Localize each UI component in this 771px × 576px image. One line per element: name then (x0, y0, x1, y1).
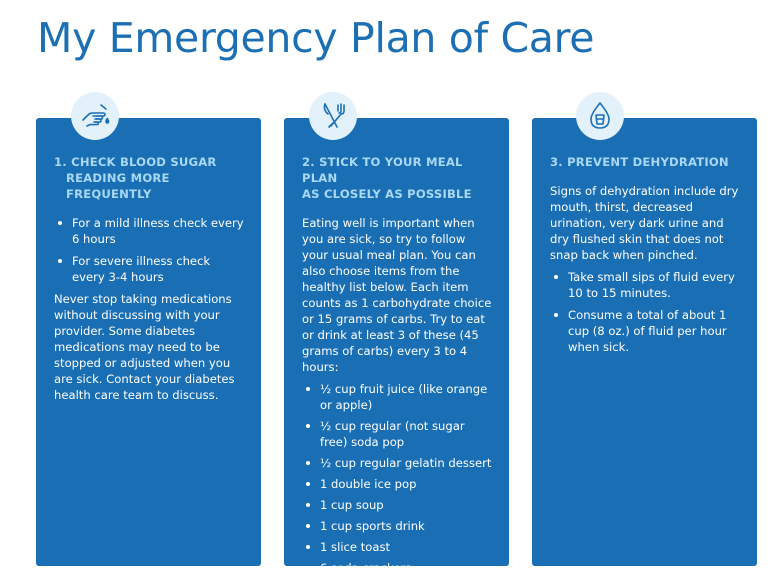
page-title: My Emergency Plan of Care (37, 14, 595, 62)
card-heading (284, 154, 509, 202)
card-heading (36, 154, 261, 202)
heading-line: AS CLOSELY AS POSSIBLE (302, 187, 472, 201)
bullet-list (302, 381, 493, 576)
list-item: 1 slice toast (302, 539, 493, 555)
card-body (36, 215, 261, 403)
list-item: 1 cup soup (302, 497, 493, 513)
card-paragraph: Never stop taking medications without discussing with your provider. Some diabetes medications may need to be stopped or adjusted when you are sick. Contact your diabetes health care team to discuss. (54, 292, 235, 402)
card-prevent-dehydration (532, 118, 757, 566)
list-item: ½ cup regular gelatin dessert (302, 455, 493, 471)
list-item: ½ cup fruit juice (like orange or apple) (302, 381, 493, 413)
heading-line: 1. CHECK BLOOD SUGAR (54, 155, 217, 169)
card-body (284, 215, 509, 576)
card-heading (532, 154, 757, 170)
card-paragraph: Signs of dehydration include dry mouth, thirst, decreased urination, very dark urine and dry flushed skin that does not snap back when pinched. (550, 184, 739, 262)
card-meal-plan (284, 118, 509, 575)
heading-line: 3. PREVENT DEHYDRATION (550, 155, 729, 169)
water-glass-drop-icon (576, 92, 624, 140)
card-body (532, 183, 757, 355)
list-item: For severe illness check every 3-4 hours (54, 253, 245, 285)
card-check-blood-sugar (36, 118, 261, 566)
list-item: ½ cup regular (not sugar free) soda pop (302, 418, 493, 450)
bullet-list (550, 269, 741, 355)
list-item: 1 cup sports drink (302, 518, 493, 534)
fork-knife-icon (309, 92, 357, 140)
hand-blood-drop-icon (71, 92, 119, 140)
list-item: 6 soda crackers (302, 560, 493, 576)
heading-line: 2. STICK TO YOUR MEAL PLAN (302, 155, 463, 185)
list-item: For a mild illness check every 6 hours (54, 215, 245, 247)
list-item: 1 double ice pop (302, 476, 493, 492)
list-item: Take small sips of fluid every 10 to 15 minutes. (550, 269, 741, 301)
bullet-list (54, 215, 245, 285)
heading-line: READING MORE FREQUENTLY (66, 171, 170, 201)
card-paragraph: Eating well is important when you are sick, so try to follow your usual meal plan. You can also choose items from the healthy list below. Each item counts as 1 carbohydrate choice or 15 grams of carbs. Try to eat or drink at least 3 of these (45 grams of carbs) every 3 to 4 hours: (302, 216, 492, 374)
list-item: Consume a total of about 1 cup (8 oz.) of fluid per hour when sick. (550, 307, 741, 355)
